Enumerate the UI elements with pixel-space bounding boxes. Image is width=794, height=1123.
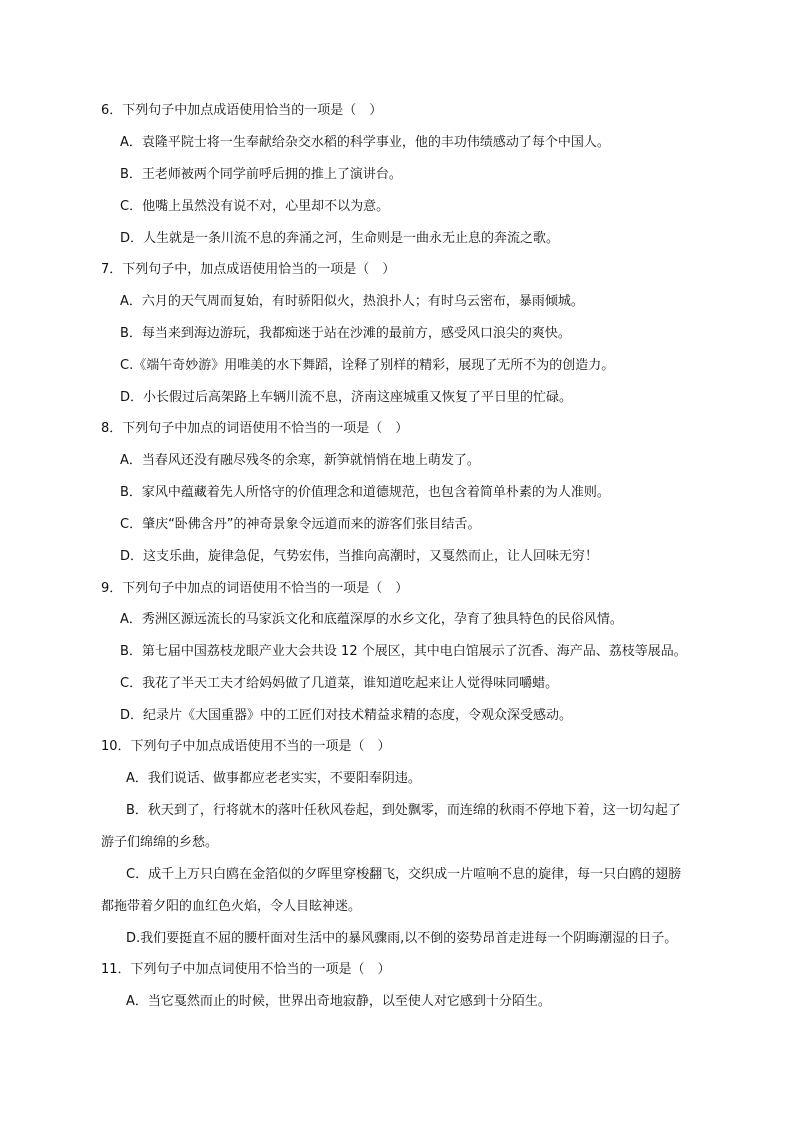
question-8-option-a: A．当春风还没有融尽残冬的余寒，新笋就悄悄在地上萌发了。 [120, 453, 480, 468]
question-8-option-b: B．家风中蕴藏着先人所恪守的价值理念和道德规范，也包含着简单朴素的为人准则。 [120, 485, 610, 500]
question-8-stem: 8．下列句子中加点的词语使用不恰当的一项是（ ） [101, 421, 409, 436]
question-11-stem: 11．下列句子中加点词使用不恰当的一项是（ ） [101, 962, 391, 977]
question-10-option-b-continued: 游子们绵绵的乡愁。 [101, 835, 219, 850]
question-7-stem: 7．下列句子中，加点成语使用恰当的一项是（ ） [101, 262, 396, 277]
question-10-option-b: B．秋天到了，行将就木的落叶任秋风卷起，到处飘零，而连绵的秋雨不停地下着，这一切勾起了 [126, 803, 681, 818]
question-11-option-a: A．当它戛然而止的时候，世界出奇地寂静，以至使人对它感到十分陌生。 [126, 994, 551, 1009]
question-9-option-c: C．我花了半天工夫才给妈妈做了几道菜，谁知道吃起来让人觉得味同嚼蜡。 [120, 676, 559, 691]
question-8-option-d: D．这支乐曲，旋律急促，气势宏伟，当推向高潮时，又戛然而止，让人回味无穷！ [120, 549, 599, 564]
question-7-option-c: C.《端午奇妙游》用唯美的水下舞蹈，诠释了别样的精彩，展现了无所不为的创造力。 [120, 358, 615, 373]
question-9-option-a: A．秀洲区源远流长的马家浜文化和底蕴深厚的水乡文化，孕育了独具特色的民俗风情。 [120, 612, 623, 627]
question-10-option-a: A．我们说话、做事都应老老实实，不要阳奉阴违。 [126, 771, 421, 786]
question-9-option-d: D．纪录片《大国重器》中的工匠们对技术精益求精的态度，令观众深受感动。 [120, 708, 573, 723]
question-9-stem: 9．下列句子中加点的词语使用不恰当的一项是（ ） [101, 581, 409, 596]
question-10-option-c-continued: 都拖带着夕阳的血红色火焰，令人目眩神迷。 [101, 899, 362, 914]
question-6-option-c: C．他嘴上虽然没有说不对，心里却不以为意。 [120, 199, 390, 214]
question-6-option-a: A．袁隆平院士将一生奉献给杂交水稻的科学事业，他的丰功伟绩感动了每个中国人。 [120, 135, 610, 150]
question-7-option-d: D．小长假过后高架路上车辆川流不息，济南这座城重又恢复了平日里的忙碌。 [120, 390, 573, 405]
question-10-stem: 10．下列句子中加点成语使用不当的一项是（ ） [101, 739, 391, 754]
question-10-option-d: D.我们要挺直不屈的腰杆面对生活中的暴风骤雨,以不倒的姿势昂首走进每一个阴晦潮湿的日子。 [126, 931, 678, 946]
question-10-option-c: C．成千上万只白鸥在金箔似的夕晖里穿梭翻飞，交织成一片喧响不息的旋律，每一只白鸥的翅膀 [126, 867, 682, 882]
question-6-option-d: D．人生就是一条川流不息的奔涌之河，生命则是一曲永无止息的奔流之歌。 [120, 231, 560, 246]
question-6-stem: 6．下列句子中加点成语使用恰当的一项是（ ） [101, 103, 383, 118]
question-7-option-a: A．六月的天气周而复始，有时骄阳似火，热浪扑人；有时乌云密布，暴雨倾城。 [120, 294, 584, 309]
question-6-option-b: B．王老师被两个同学前呼后拥的推上了演讲台。 [120, 167, 402, 182]
question-7-option-b: B．每当来到海边游玩，我都痴迷于站在沙滩的最前方，感受风口浪尖的爽快。 [120, 326, 571, 341]
question-8-option-c: C．肇庆“卧佛含丹”的神奇景象令远道而来的游客们张目结舌。 [120, 517, 481, 532]
question-9-option-b: B．第七届中国荔枝龙眼产业大会共设 12 个展区，其中电白馆展示了沉香、海产品、荔枝等展品。 [120, 644, 687, 659]
